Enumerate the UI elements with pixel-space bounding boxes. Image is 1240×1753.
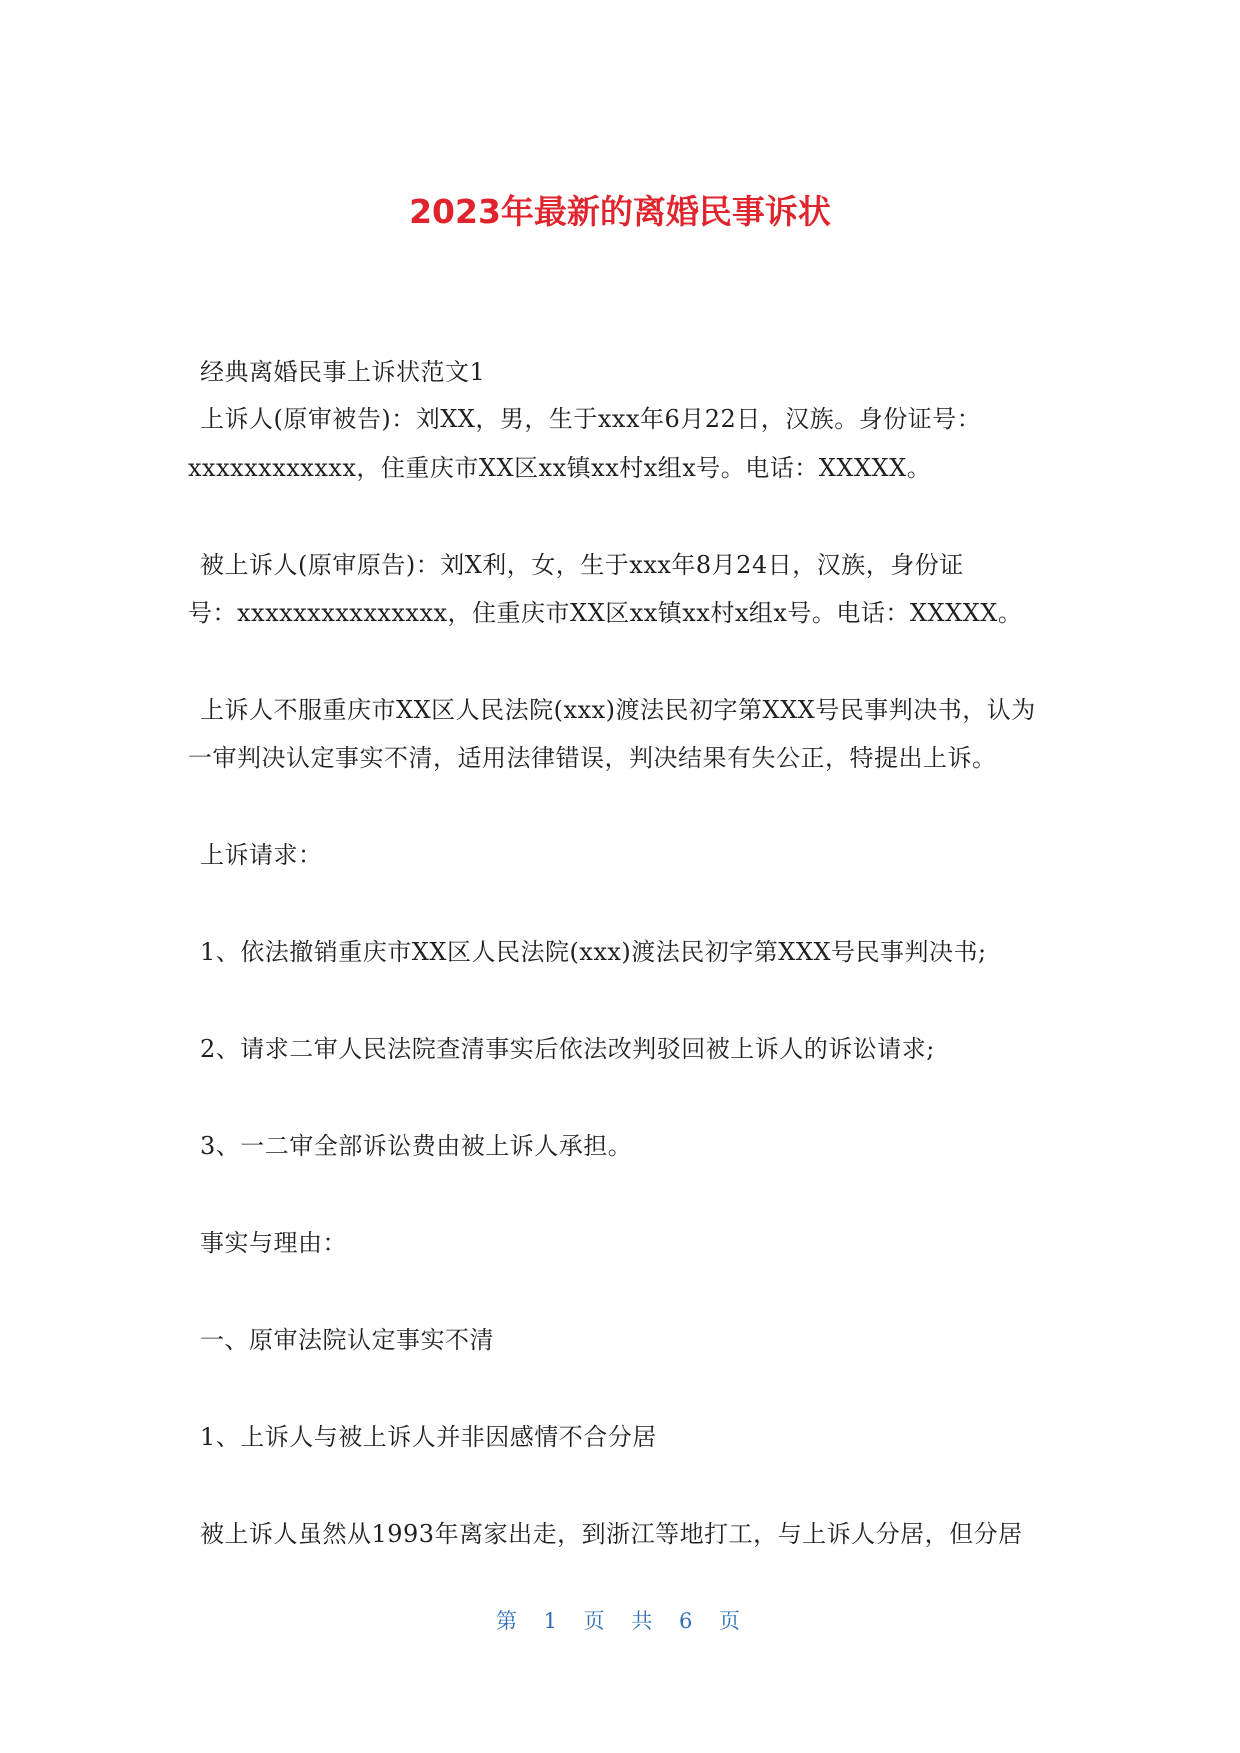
section-heading: 经典离婚民事上诉状范文1 bbox=[200, 358, 486, 386]
page-number-footer: 第 1 页 共 6 页 bbox=[495, 1609, 745, 1633]
paragraph-line: xxxxxxxxxxxx，住重庆市XX区xx镇xx村x组x号。电话：XXXXX。 bbox=[188, 454, 932, 482]
paragraph-line: 上诉人(原审被告)：刘XX，男，生于xxx年6月22日，汉族。身份证号： bbox=[200, 405, 982, 433]
list-item: 3、一二审全部诉讼费由被上诉人承担。 bbox=[200, 1132, 633, 1160]
paragraph-line: 被上诉人虽然从1993年离家出走，到浙江等地打工，与上诉人分居，但分居 bbox=[200, 1520, 1023, 1548]
section-heading: 事实与理由： bbox=[200, 1229, 347, 1257]
paragraph-line: 上诉人不服重庆市XX区人民法院(xxx)渡法民初字第XXX号民事判决书，认为 bbox=[200, 696, 1036, 724]
document-title: 2023年最新的离婚民事诉状 bbox=[409, 192, 831, 231]
paragraph-line: 被上诉人(原审原告)：刘X利，女，生于xxx年8月24日，汉族，身份证 bbox=[200, 551, 964, 579]
list-item: 1、上诉人与被上诉人并非因感情不合分居 bbox=[200, 1423, 657, 1451]
list-item: 1、依法撤销重庆市XX区人民法院(xxx)渡法民初字第XXX号民事判决书; bbox=[200, 938, 987, 966]
paragraph-line: 一审判决认定事实不清，适用法律错误，判决结果有失公正，特提出上诉。 bbox=[188, 744, 997, 772]
section-heading: 上诉请求： bbox=[200, 841, 323, 869]
list-item: 2、请求二审人民法院查清事实后依法改判驳回被上诉人的诉讼请求; bbox=[200, 1035, 935, 1063]
section-heading: 一、原审法院认定事实不清 bbox=[200, 1326, 494, 1354]
paragraph-line: 号：xxxxxxxxxxxxxxx，住重庆市XX区xx镇xx村x组x号。电话：XXXXX。 bbox=[188, 599, 1023, 627]
